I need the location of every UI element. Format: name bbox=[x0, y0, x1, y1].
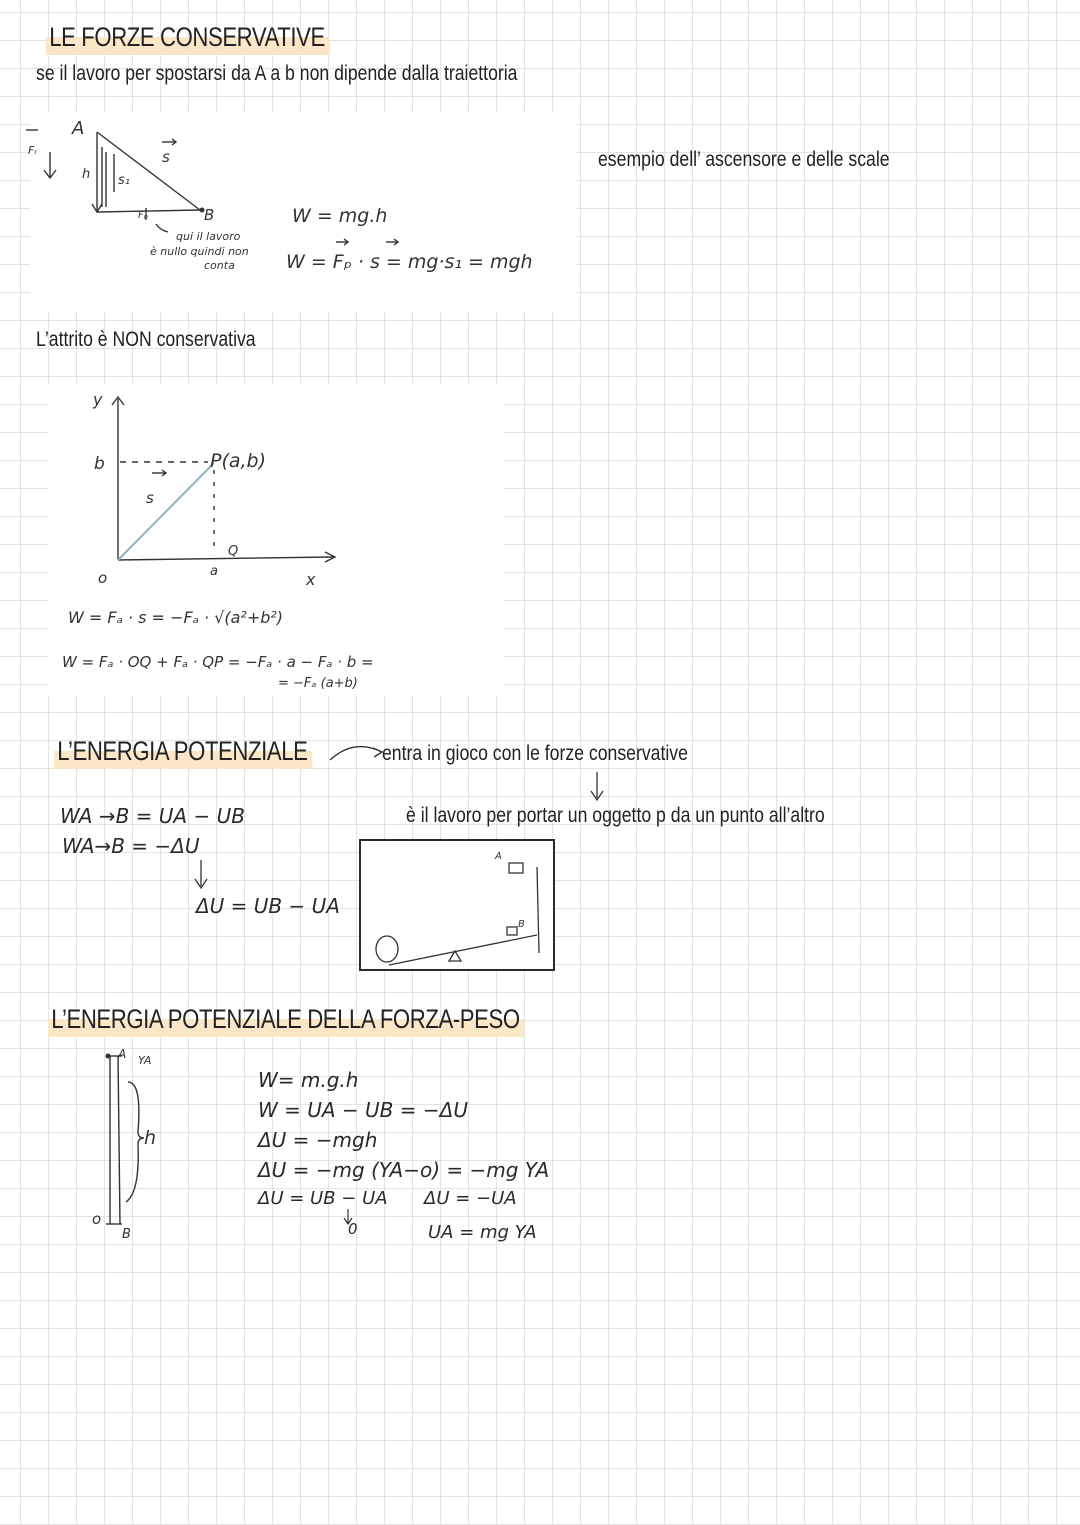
height-label-origin: o bbox=[92, 1210, 102, 1228]
height-diagram bbox=[86, 1042, 176, 1242]
diagonal-path-s bbox=[118, 463, 214, 560]
label-b-point: B bbox=[204, 206, 215, 224]
note-line3: conta bbox=[204, 259, 235, 272]
weight-eq-du-minus-ua: ΔU = −UA bbox=[424, 1188, 517, 1209]
label-b: b bbox=[94, 454, 105, 474]
person-figure bbox=[376, 936, 398, 962]
potential-eq-du: ΔU = UB − UA bbox=[196, 894, 340, 918]
down-arrow-icon bbox=[588, 770, 606, 804]
label-a-top: A bbox=[72, 118, 85, 139]
friction-diagram bbox=[48, 385, 503, 695]
friction-formula-1: W = Fₐ · s = −Fₐ · √(a²+b²) bbox=[68, 608, 284, 627]
definition-conservative: se il lavoro per spostarsi da A a b non dipende dalla traiettoria bbox=[36, 62, 518, 85]
potential-explanation: è il lavoro per portar un oggetto p da un punto all’altro bbox=[406, 804, 825, 827]
ramp-label-a: A bbox=[495, 851, 502, 862]
wall-line bbox=[537, 867, 539, 953]
friction-statement: L’attrito è NON conservativa bbox=[36, 328, 256, 351]
friction-formula-2: W = Fₐ · OQ + Fₐ · QP = −Fₐ · a − Fₐ · b = bbox=[62, 653, 374, 671]
object-top-a bbox=[509, 863, 523, 873]
title-energia-potenziale: L’ENERGIA POTENZIALE bbox=[54, 736, 312, 769]
implies-arrow-icon bbox=[192, 858, 210, 892]
weight-eq-w-ua-ub: W = UA − UB = −ΔU bbox=[258, 1098, 468, 1122]
potential-eq-wab: WA →B = UA − UB bbox=[60, 804, 245, 828]
note-line1: qui il lavoro bbox=[176, 230, 241, 243]
triangle-base bbox=[97, 210, 200, 212]
friction-diagram-panel bbox=[48, 385, 503, 695]
height-label-ya: YA bbox=[138, 1054, 152, 1067]
formula-w-fp-s: W = Fₚ · s = mg·s₁ = mgh bbox=[286, 251, 533, 273]
axis-x-label: x bbox=[306, 570, 316, 589]
label-s-vector: s bbox=[146, 489, 154, 507]
height-brace bbox=[126, 1082, 144, 1202]
weight-eq-w-mgh: W= m.g.h bbox=[258, 1068, 359, 1092]
label-s: s bbox=[162, 148, 170, 166]
title-forza-peso: L’ENERGIA POTENZIALE DELLA FORZA-PESO bbox=[48, 1004, 525, 1037]
label-h: h bbox=[82, 167, 91, 182]
height-label-b: B bbox=[122, 1227, 131, 1242]
title-forze-conservative: LE FORZE CONSERVATIVE bbox=[46, 22, 330, 55]
example-elevator-stairs: esempio dell’ ascensore e delle scale bbox=[598, 148, 890, 171]
label-origin: o bbox=[98, 569, 108, 587]
potential-arrow-note: entra in gioco con le forze conservative bbox=[382, 742, 688, 765]
weight-eq-du-mgh: ΔU = −mgh bbox=[258, 1128, 378, 1152]
height-label-h: h bbox=[144, 1127, 157, 1149]
weight-eq-ua-mgya: UA = mg YA bbox=[428, 1222, 537, 1243]
label-a: a bbox=[210, 564, 218, 579]
object-bottom-b bbox=[507, 927, 517, 935]
ramp-sketch-box bbox=[359, 839, 555, 971]
ramp-sketch bbox=[361, 841, 553, 969]
friction-formula-3: = −Fₐ (a+b) bbox=[278, 676, 358, 691]
triangle-diagram bbox=[30, 112, 575, 312]
label-fr: Fᵣ bbox=[28, 144, 38, 157]
weight-eq-du-ub-ua: ΔU = UB − UA bbox=[258, 1188, 388, 1209]
ramp-label-b: B bbox=[518, 919, 525, 930]
axis-y-label: y bbox=[93, 390, 103, 409]
label-s1: s₁ bbox=[118, 173, 130, 188]
height-vertical-right bbox=[118, 1056, 120, 1224]
ramp-line bbox=[389, 935, 537, 965]
x-axis bbox=[118, 557, 333, 560]
height-label-a: A bbox=[118, 1047, 127, 1061]
triangle-hypotenuse bbox=[97, 132, 200, 210]
weight-eq-du-mgya: ΔU = −mg (YA−o) = −mg YA bbox=[258, 1158, 550, 1182]
triangle-diagram-panel bbox=[30, 112, 575, 312]
formula-w-mgh: W = mg.h bbox=[292, 205, 388, 227]
label-p: P(a,b) bbox=[210, 450, 267, 472]
label-q: Q bbox=[228, 544, 239, 559]
label-fp: Fₚ bbox=[138, 210, 149, 221]
note-line2: è nullo quindi non bbox=[150, 245, 249, 258]
curved-arrow-icon bbox=[326, 736, 386, 766]
potential-eq-minus-du: WA→B = −ΔU bbox=[62, 834, 200, 858]
weight-eq-zero: 0 bbox=[348, 1220, 358, 1238]
